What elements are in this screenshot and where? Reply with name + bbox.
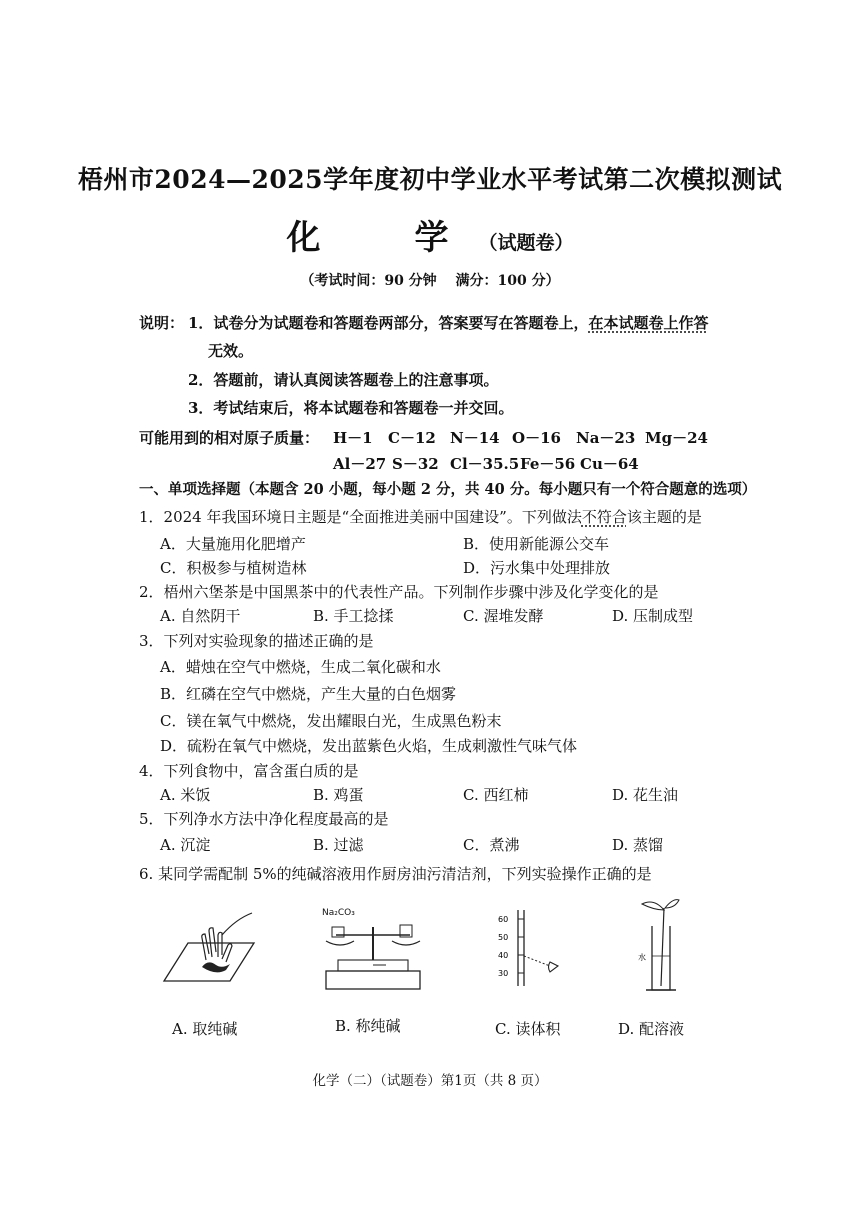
question-2-option-a[interactable]: A. 自然阴干 <box>160 607 241 625</box>
atomic-mass-fe: Fe－56 <box>520 455 576 473</box>
left-pan-shape <box>326 941 354 945</box>
question-2-option-b[interactable]: B. 手工捻揉 <box>313 607 394 625</box>
question-3-option-a[interactable]: A．蜡烛在空气中燃烧，生成二氧化碳和水 <box>160 658 441 676</box>
atomic-mass-s: S－32 <box>392 455 439 473</box>
atomic-mass-n: N－14 <box>450 429 500 447</box>
question-4-option-a[interactable]: A. 米饭 <box>160 786 211 804</box>
instruction-2: 2．答题前，请认真阅读答题卷上的注意事项。 <box>188 371 499 389</box>
question-1-option-b[interactable]: B．使用新能源公交车 <box>463 535 610 553</box>
glass-rod-shape <box>661 908 664 986</box>
section-1-heading: 一、单项选择题（本题含 20 小题，每小题 2 分，共 40 分。每小题只有一个符合题意的选项） <box>139 481 757 498</box>
atomic-mass-cl: Cl－35.5 <box>450 455 520 473</box>
question-5-stem: 5．下列净水方法中净化程度最高的是 <box>139 810 389 828</box>
figure-dissolve-cylinder <box>630 896 690 996</box>
powder-pile-shape <box>202 962 230 972</box>
atomic-mass-o: O－16 <box>512 429 561 447</box>
water-label: 水 <box>638 953 646 962</box>
atomic-mass-al: Al－27 <box>333 455 387 473</box>
question-1-option-d[interactable]: D．污水集中处理排放 <box>463 559 611 577</box>
tick-50: 50 <box>498 933 509 942</box>
eye-icon <box>549 962 559 972</box>
question-6-stem: 6. 某同学需配制 5%的纯碱溶液用作厨房油污清洁剂，下列实验操作正确的是 <box>139 865 652 883</box>
question-1-emphasis: 不符合 <box>581 508 627 526</box>
question-4-option-d[interactable]: D. 花生油 <box>612 786 679 804</box>
question-6-option-d[interactable]: D. 配溶液 <box>618 1020 685 1038</box>
instruction-1-emphasis: 在本试题卷上作答 <box>588 314 709 332</box>
question-1-option-c[interactable]: C．积极参与植树造林 <box>160 559 307 577</box>
balance-base-shape <box>326 971 420 989</box>
question-1-option-a[interactable]: A．大量施用化肥增产 <box>160 535 306 553</box>
question-3-option-d[interactable]: D．硫粉在氧气中燃烧，发出蓝紫色火焰，生成刺激性气味气体 <box>160 737 578 755</box>
question-6-option-c[interactable]: C. 读体积 <box>495 1020 561 1038</box>
atomic-mass-mg: Mg－24 <box>645 429 708 447</box>
tick-60: 60 <box>498 915 509 924</box>
hand-fingers-shape <box>202 928 232 962</box>
question-5-option-b[interactable]: B. 过滤 <box>313 836 364 854</box>
tick-40: 40 <box>498 951 509 960</box>
question-3-stem: 3．下列对实验现象的描述正确的是 <box>139 632 374 650</box>
paper-sheet-shape <box>164 943 254 981</box>
question-4-option-c[interactable]: C. 西红柿 <box>463 786 529 804</box>
question-4-stem: 4．下列食物中，富含蛋白质的是 <box>139 762 359 780</box>
question-5-option-c[interactable]: C．煮沸 <box>463 836 520 854</box>
instruction-1 <box>188 312 708 333</box>
figure-balance <box>318 905 428 995</box>
atomic-mass-na: Na－23 <box>576 429 636 447</box>
question-5-option-d[interactable]: D. 蒸馏 <box>612 836 664 854</box>
sight-line <box>524 956 550 966</box>
instructions-label: 说明： <box>139 314 185 332</box>
question-2-stem: 2．梧州六堡茶是中国黑茶中的代表性产品。下列制作步骤中涉及化学变化的是 <box>139 583 659 601</box>
right-pan-shape <box>392 941 420 945</box>
tick-30: 30 <box>498 969 509 978</box>
subject-heading <box>0 210 860 259</box>
leaf-icon <box>642 900 679 910</box>
subject-name: 化 学 <box>286 218 479 258</box>
page-footer: 化学（二）（试题卷）第1页（共 8 页） <box>312 1073 548 1089</box>
question-3-option-b[interactable]: B．红磷在空气中燃烧，产生大量的白色烟雾 <box>160 685 457 703</box>
question-5-option-a[interactable]: A. 沉淀 <box>160 836 211 854</box>
exam-title: 梧州市2024—2025学年度初中学业水平考试第二次模拟测试 <box>77 165 783 194</box>
atomic-mass-c: C－12 <box>388 429 436 447</box>
subject-note: （试题卷） <box>478 232 574 254</box>
question-3-option-c[interactable]: C．镁在氧气中燃烧，发出耀眼白光，生成黑色粉末 <box>160 712 502 730</box>
instruction-3: 3．考试结束后，将本试题卷和答题卷一并交回。 <box>188 399 514 417</box>
question-1-stem-tail: 该主题的是 <box>626 508 702 526</box>
question-1-stem-text: 1．2024 年我国环境日主题是“全面推进美丽中国建设”。下列做法 <box>139 508 582 526</box>
question-1-stem <box>139 506 702 527</box>
question-2-option-c[interactable]: C. 渥堆发酵 <box>463 607 544 625</box>
atomic-mass-label: 可能用到的相对原子质量： <box>139 429 320 447</box>
instruction-1-cont: 无效。 <box>208 342 254 360</box>
question-4-option-b[interactable]: B. 鸡蛋 <box>313 786 364 804</box>
atomic-mass-h: H－1 <box>333 429 373 447</box>
question-6-option-a[interactable]: A. 取纯碱 <box>172 1020 238 1038</box>
question-2-option-d[interactable]: D. 压制成型 <box>612 607 694 625</box>
exam-time-note: （考试时间：90 分钟 满分：100 分） <box>300 273 560 289</box>
question-6-option-b[interactable]: B. 称纯碱 <box>335 1017 401 1035</box>
figure-cylinder-reading <box>496 908 576 988</box>
atomic-mass-cu: Cu－64 <box>580 455 639 473</box>
instruction-1-text: 1．试卷分为试题卷和答题卷两部分，答案要写在答题卷上， <box>188 314 589 332</box>
wrist-line-shape <box>222 913 252 935</box>
na2co3-label: Na₂CO₃ <box>322 908 355 918</box>
figure-take-soda-ash <box>160 905 260 990</box>
